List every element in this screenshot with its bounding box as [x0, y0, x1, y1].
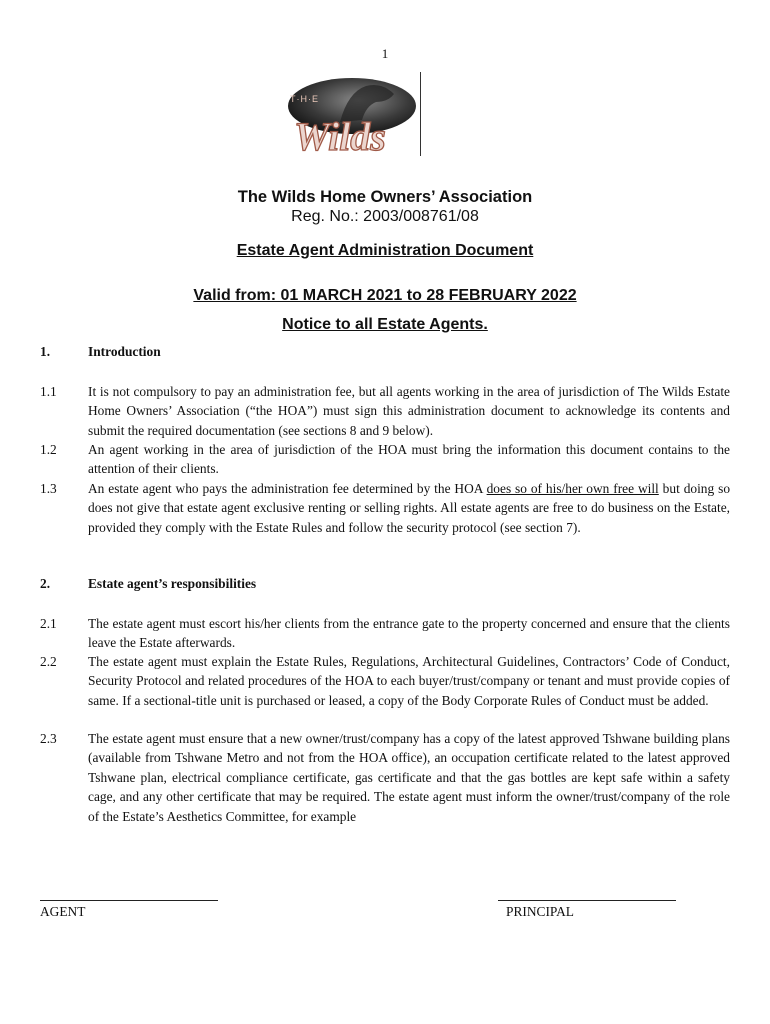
document-title: Estate Agent Administration Document [236, 242, 534, 259]
clause-text-underlined: does so of his/her own free will [486, 481, 659, 496]
logo-divider [420, 72, 421, 156]
clause-number: 1.1 [40, 384, 57, 399]
clause-text: It is not compulsory to pay an administration fee, but all agents working in the area of jurisdiction of The Wilds Estate Home Owners’ Association (“the HOA”) must sign this administration document to acknowledge its contents and submit the required documentation (see sections 8 and 9 below). [88, 384, 730, 438]
clause-1-3 [40, 479, 730, 537]
clause-number: 2.1 [40, 616, 57, 631]
clause-number: 1.3 [40, 481, 57, 496]
logo-wilds-script: Wilds [294, 114, 386, 159]
org-name: The Wilds Home Owners’ Association [237, 188, 533, 206]
clause-text: An agent working in the area of jurisdiction of the HOA must bring the information this document contains to the attention of their clients. [88, 442, 730, 477]
clause-2-1 [40, 614, 730, 653]
section-title: Estate agent’s responsibilities [88, 576, 257, 591]
validity-period: Valid from: 01 MARCH 2021 to 28 FEBRUARY 2022 [193, 287, 577, 304]
clause-text: The estate agent must escort his/her clients from the entrance gate to the property concerned and ensure that the clients leave the Estate afterwards. [88, 616, 730, 651]
page-number: 1 [381, 46, 389, 61]
wilds-logo [270, 72, 430, 160]
section-title: Introduction [88, 344, 161, 359]
clause-number: 2.2 [40, 654, 57, 669]
logo-the: T·H·E [290, 94, 319, 104]
clause-text: The estate agent must ensure that a new owner/trust/company has a copy of the latest approved Tshwane building plans (available from Tshwane Metro and not from the HOA office), an occupation certificate related to the latest approved Tshwane plan, electrical compliance certificate, gas certificate and that the gas bottles are kept safe within a safety cage, and any other certificate that may be required. The estate agent must inform the owner/trust/company of the role of the Estate’s Aesthetics Committee, for example [88, 731, 730, 824]
clause-2-3 [40, 729, 730, 826]
section-number: 2. [40, 576, 51, 591]
agent-label: AGENT [40, 904, 86, 919]
clause-text-start: An estate agent who pays the administration fee determined by the HOA [88, 481, 487, 496]
clause-1-2 [40, 440, 730, 479]
clause-number: 1.2 [40, 442, 57, 457]
section-number: 1. [40, 344, 51, 359]
clause-text-end: but doing so does not give that estate agent exclusive renting or selling rights. All estate agents are free to do business on the Estate, provided they comply with the Estate Rules and follow the security protocol (see section 7). [88, 481, 731, 535]
reg-number: Reg. No.: 2003/008761/08 [291, 208, 479, 225]
clause-text [88, 479, 730, 537]
clause-2-2 [40, 652, 730, 710]
clause-1-1 [40, 382, 730, 440]
agent-signature-line [40, 900, 218, 901]
principal-label: PRINCIPAL [506, 904, 574, 919]
notice-heading: Notice to all Estate Agents. [282, 316, 488, 333]
clause-number: 2.3 [40, 731, 57, 746]
principal-signature-line [498, 900, 676, 901]
clause-text: The estate agent must explain the Estate Rules, Regulations, Architectural Guidelines, Contractors’ Code of Conduct, Security Protocol and related procedures of the HOA to each buyer/trust/company or tenant and must provide copies of same. If a sectional-title unit is purchased or leased, a copy of the Body Corporate Rules of Conduct must be added. [88, 654, 730, 708]
